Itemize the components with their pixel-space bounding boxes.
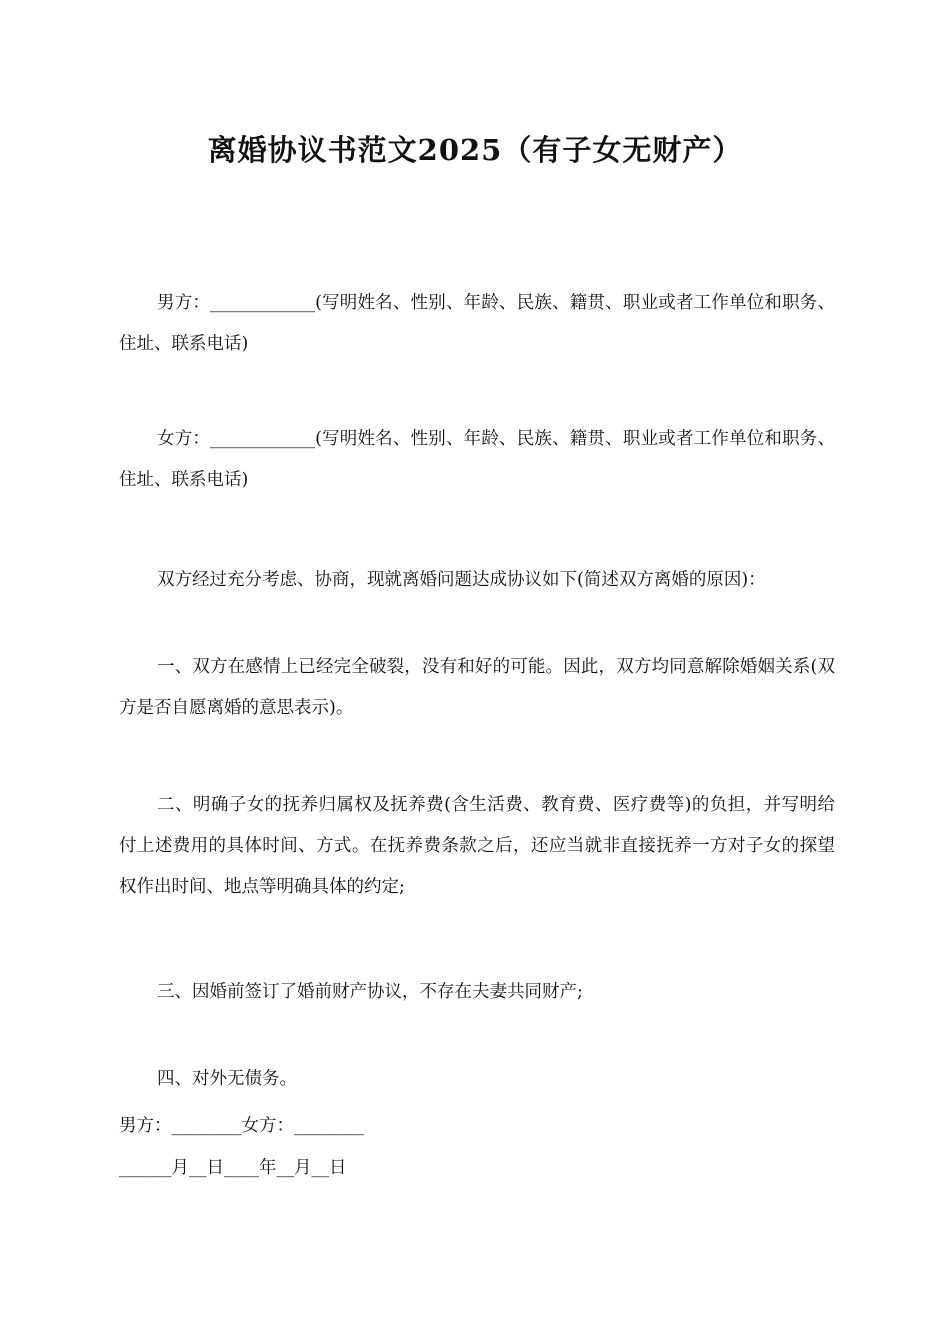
paragraph-agreement-intro: 双方经过充分考虑、协商，现就离婚问题达成协议如下(简述双方离婚的原因)：	[157, 570, 766, 590]
paragraph-male-party: 男方：____________(写明姓名、性别、年龄、民族、籍贯、职业或者工作单位和职务、住址、联系电话)	[119, 293, 835, 354]
document-title: 离婚协议书范文2025（有子女无财产）	[207, 133, 743, 167]
paragraph-clause-three: 三、因婚前签订了婚前财产协议，不存在夫妻共同财产;	[157, 982, 583, 1002]
paragraph-clause-one: 一、双方在感情上已经完全破裂，没有和好的可能。因此，双方均同意解除婚姻关系(双方是否自愿离婚的意思表示)。	[119, 657, 835, 718]
paragraph-clause-two: 二、明确子女的抚养归属权及抚养费(含生活费、教育费、医疗费等)的负担，并写明给付上述费用的具体时间、方式。在抚养费条款之后，还应当就非直接抚养一方对子女的探望权作出时间、地点等明确具体的约定;	[119, 795, 835, 897]
paragraph-female-party: 女方：____________(写明姓名、性别、年龄、民族、籍贯、职业或者工作单位和职务、住址、联系电话)	[119, 429, 835, 490]
paragraph-clause-four: 四、对外无债务。	[157, 1069, 297, 1089]
date-line: ______月__日____年__月__日	[119, 1158, 347, 1178]
signature-line: 男方：________女方：________	[119, 1116, 364, 1136]
